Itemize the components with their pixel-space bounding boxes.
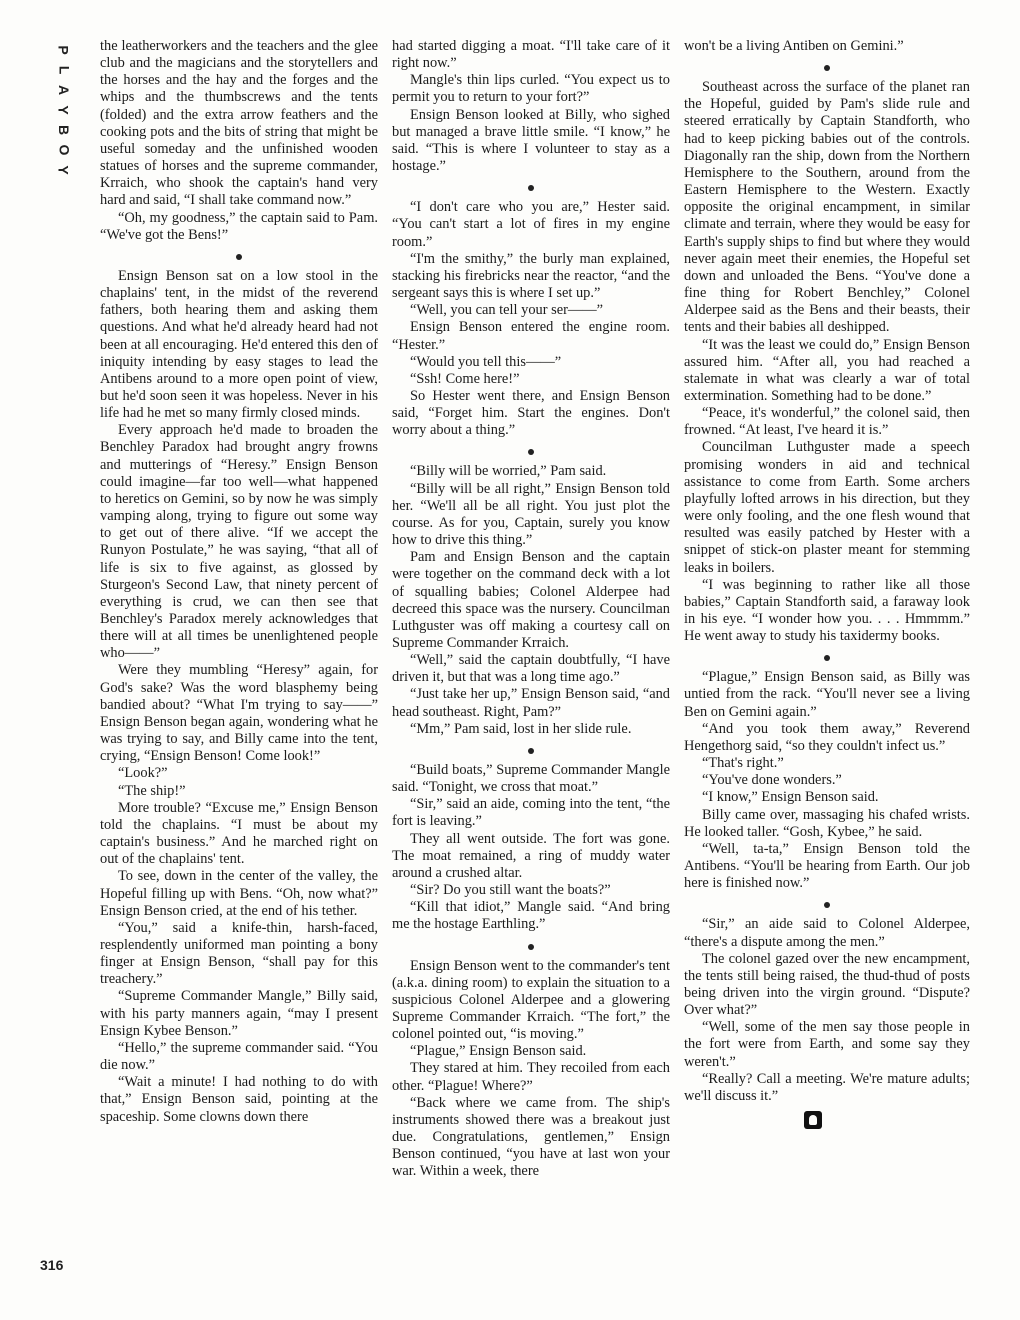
article-paragraph: “Oh, my goodness,” the captain said to Pam. “We've got the Bens!” bbox=[100, 209, 378, 243]
article-paragraph: “The ship!” bbox=[118, 782, 186, 799]
article-paragraph: They all went outside. The fort was gone. The moat remained, a ring of muddy water around a crushed altar. bbox=[392, 830, 670, 881]
article-paragraph: Billy came over, massaging his chafed wrists. He looked taller. “Gosh, Kybee,” he said. bbox=[684, 806, 970, 840]
article-paragraph: “Look?” bbox=[118, 765, 168, 782]
article-paragraph: Ensign Benson went to the commander's tent (a.k.a. dining room) to explain the situation to a suspicious Colonel Alderpee and a glowering Supreme Commander Krraich. “The fort,” the colonel pointed out, “is moving.” bbox=[392, 957, 670, 1043]
article-paragraph: Ensign Benson looked at Billy, who sighed but managed a brave little smile. “I know,” he said. “This is where I volunteer to stay as a hostage.” bbox=[392, 106, 670, 175]
masthead-letter: A bbox=[56, 84, 72, 96]
section-break-bullet bbox=[824, 902, 830, 908]
article-paragraph: “Billy will be all right,” Ensign Benson told her. “We'll all be all right. You just plot the course. As for you, Captain, surely you know how to drive this thing.” bbox=[392, 480, 670, 549]
article-paragraph: “Ssh! Come here!” bbox=[410, 370, 520, 387]
masthead-sidebar bbox=[34, 40, 94, 180]
section-break-bullet bbox=[528, 748, 534, 754]
article-paragraph: Southeast across the surface of the planet ran the Hopeful, guided by Pam's slide rule and steered erratically by Captain Standforth, who had to keep picking babies out of the controls. Diagonally ran the ship, down from the Northern Hemisphere to the Southern, around from the Eastern Hemisphere to the Western. Exactly opposite the original encampment, in similar climate and terrain, where they would be easy for Earth's supply ships to find but where they would never again meet their enemies, the Hopeful set down and unloaded the Bens. “You've done a fine thing for Robert Benchley,” Colonel Alderpee said as the Bens and their beasts, their tents and their babies all deshipped. bbox=[684, 79, 970, 336]
article-paragraph: “Back where we came from. The ship's instruments showed there was a breakout just due. Congratulations, gentlemen,” Ensign Benson continued, “you have at last won your war. Within a week, there bbox=[392, 1094, 670, 1180]
article-paragraph: won't be a living Antiben on Gemini.” bbox=[684, 38, 904, 54]
article-paragraph: “Wait a minute! I had nothing to do with that,” Ensign Benson said, pointing at the spaceship. Some clowns down there bbox=[100, 1074, 378, 1125]
page-number: 316 bbox=[40, 1257, 64, 1273]
article-paragraph: Every approach he'd made to broaden the Benchley Paradox had brought angry frowns and mutterings of “Heresy.” Ensign Benson could imagine—far too well—what happened to heretics on Gemini, so by now he was simply vamping along, trying to figure out some way to get out of there alive. “If we accept the Runyon Postulate,” he was saying, “that all of life is six to five against, as glossed by Sturgeon's Second Law, that ninety percent of everything is crud, we can then see that Benchley's Paradox merely acknowledges that there will at all times be unenlightened people who——” bbox=[100, 422, 378, 662]
article-paragraph: “I know,” Ensign Benson said. bbox=[702, 789, 879, 806]
rabbit-endmark-icon bbox=[804, 1111, 822, 1129]
masthead-letter: L bbox=[56, 65, 72, 75]
text-column-2 bbox=[392, 38, 670, 1278]
article-paragraph: “Peace, it's wonderful,” the colonel said, then frowned. “At least, I've heard it is.” bbox=[684, 405, 970, 439]
article-paragraph: “Well, ta-ta,” Ensign Benson told the Antibens. “You'll be hearing from Earth. Our job here is finished now.” bbox=[684, 840, 970, 892]
section-break-bullet bbox=[236, 254, 242, 260]
article-paragraph: “It was the least we could do,” Ensign Benson assured him. “After all, you had reached a stalemate in what was clearly a war of total extermination. Something had to be done.” bbox=[684, 336, 970, 404]
article-paragraph: “Build boats,” Supreme Commander Mangle said. “Tonight, we cross that moat.” bbox=[392, 761, 670, 796]
article-paragraph: The colonel gazed over the new encampment, the tents still being raised, the thud-thud of posts being driven into the virgin ground. “Dispute? Over what?” bbox=[684, 950, 970, 1019]
article-paragraph: “Billy will be worried,” Pam said. bbox=[410, 463, 607, 480]
section-break-bullet bbox=[528, 449, 534, 455]
article-paragraph: To see, down in the center of the valley, the Hopeful filling up with Bens. “Oh, now what?” Ensign Benson cried, at the end of his tether. bbox=[100, 868, 378, 919]
article-paragraph: the leatherworkers and the teachers and the glee club and the magicians and the storytellers and the horses and the hay and the forges and the whips and the thumbscrews and the tents (folded) and the extra arrow feathers and the cooking pots and the bits of string that might be useful someday and the unfinished wooden statues of horses and the supreme commander, Krraich, who shook the captain's hand very hard and said, “I shall take command now.” bbox=[100, 38, 378, 209]
masthead-letter: Y bbox=[56, 105, 72, 115]
masthead-letter: Y bbox=[56, 165, 72, 175]
article-paragraph: More trouble? “Excuse me,” Ensign Benson told the chaplains. “I must be about my captain's business.” And he marched right on out of the chaplains' tent. bbox=[100, 799, 378, 868]
section-break-bullet bbox=[528, 185, 534, 191]
masthead-letter: B bbox=[56, 124, 72, 136]
article-paragraph: “Kill that idiot,” Mangle said. “And bring me the hostage Earthling.” bbox=[392, 899, 670, 933]
text-column-3 bbox=[684, 38, 970, 1278]
article-paragraph: “Well,” said the captain doubtfully, “I have driven it, but that was a long time ago.” bbox=[392, 652, 670, 686]
article-paragraph: “Would you tell this——” bbox=[410, 353, 562, 370]
article-paragraph: “Well, you can tell your ser——” bbox=[410, 302, 604, 319]
section-break-bullet bbox=[824, 65, 830, 71]
article-paragraph: “I don't care who you are,” Hester said. “You can't start a lot of fires in my engine room.” bbox=[392, 199, 670, 250]
article-paragraph: “Plague,” Ensign Benson said. bbox=[410, 1043, 587, 1060]
article-paragraph: “Supreme Commander Mangle,” Billy said, with his party manners again, “may I present Ensign Kybee Benson.” bbox=[100, 988, 378, 1039]
article-paragraph: “Sir,” said an aide, coming into the tent, “the fort is leaving.” bbox=[392, 796, 670, 830]
masthead-logo bbox=[34, 40, 94, 180]
article-paragraph: Mangle's thin lips curled. “You expect us to permit you to return to your fort?” bbox=[392, 72, 670, 106]
article-paragraph: “Just take her up,” Ensign Benson said, “and head southeast. Right, Pam?” bbox=[392, 686, 670, 720]
section-break-bullet bbox=[824, 655, 830, 661]
masthead-letter: P bbox=[56, 45, 72, 55]
article-paragraph: So Hester went there, and Ensign Benson said, “Forget him. Start the engines. Don't worry about a thing.” bbox=[392, 387, 670, 439]
article-paragraph: Ensign Benson sat on a low stool in the chaplains' tent, in the midst of the reverend fathers, both hearing them and asking them questions. And what he'd already heard had not been at all encouraging. He'd entered this den of iniquity intending by easy stages to lead the Antibens around to a more open point of view, but he'd soon seen it was hopeless. Never in his life had he met so many firmly closed minds. bbox=[100, 267, 378, 422]
article-paragraph: had started digging a moat. “I'll take care of it right now.” bbox=[392, 38, 670, 72]
article-paragraph: “And you took them away,” Reverend Hengethorg said, “so they couldn't infect us.” bbox=[684, 720, 970, 754]
article-paragraph: “Sir,” an aide said to Colonel Alderpee, “there's a dispute among the men.” bbox=[684, 916, 970, 950]
article-paragraph: “Well, some of the men say those people in the fort were from Earth, and some say they weren't.” bbox=[684, 1019, 970, 1070]
masthead-letter: O bbox=[55, 144, 72, 156]
article-paragraph: “Really? Call a meeting. We're mature adults; we'll discuss it.” bbox=[684, 1070, 970, 1104]
article-paragraph: “Plague,” Ensign Benson said, as Billy was untied from the rack. “You'll never see a living Ben on Gemini again.” bbox=[684, 669, 970, 720]
article-paragraph: “You've done wonders.” bbox=[702, 772, 842, 789]
article-paragraph: “Sir? Do you still want the boats?” bbox=[410, 882, 611, 899]
article-paragraph: “I was beginning to rather like all those babies,” Captain Standforth said, a faraway look in his eye. “I wonder how you. . . . Hmmmm.” He went away to study his taxidermy books. bbox=[684, 576, 970, 645]
article-paragraph: “I'm the smithy,” the burly man explained, stacking his firebricks near the reactor, “and the sergeant says this is where I set up.” bbox=[392, 250, 670, 302]
article-paragraph: Ensign Benson entered the engine room. “Hester.” bbox=[392, 319, 670, 353]
article-paragraph: Were they mumbling “Heresy” again, for God's sake? Was the word blasphemy being bandied about? “What I'm trying to say——” Ensign Benson began again, wondering what he was trying to say, and Billy came into the tent, crying, “Ensign Benson! Come look!” bbox=[100, 662, 378, 765]
article-paragraph: Pam and Ensign Benson and the captain were together on the command deck with a lot of squalling babies; Colonel Alderpee had decreed this space was the nursery. Councilman Luthguster was off making a courtesy call on Supreme Commander Krraich. bbox=[392, 549, 670, 651]
article-paragraph: “Mm,” Pam said, lost in her slide rule. bbox=[410, 720, 632, 737]
text-column-1 bbox=[100, 38, 378, 1278]
article-paragraph: “Hello,” the supreme commander said. “You die now.” bbox=[100, 1039, 378, 1074]
article-paragraph: Councilman Luthguster made a speech promising wonders in aid and technical assistance to come from Earth. Some archers playfully lofted arrows in his direction, but they were only fooling, and the one flesh wound that resulted was easily patched by Hester with a snippet of stick-on plaster meant for stemming leaks in boilers. bbox=[684, 439, 970, 576]
section-break-bullet bbox=[528, 944, 534, 950]
article-paragraph: “That's right.” bbox=[702, 755, 784, 772]
article-paragraph: They stared at him. They recoiled from each other. “Plague! Where?” bbox=[392, 1060, 670, 1094]
article-paragraph: “You,” said a knife-thin, harsh-faced, resplendently uniformed man pointing a bony finger at Ensign Benson, “shall pay for this treachery.” bbox=[100, 919, 378, 988]
